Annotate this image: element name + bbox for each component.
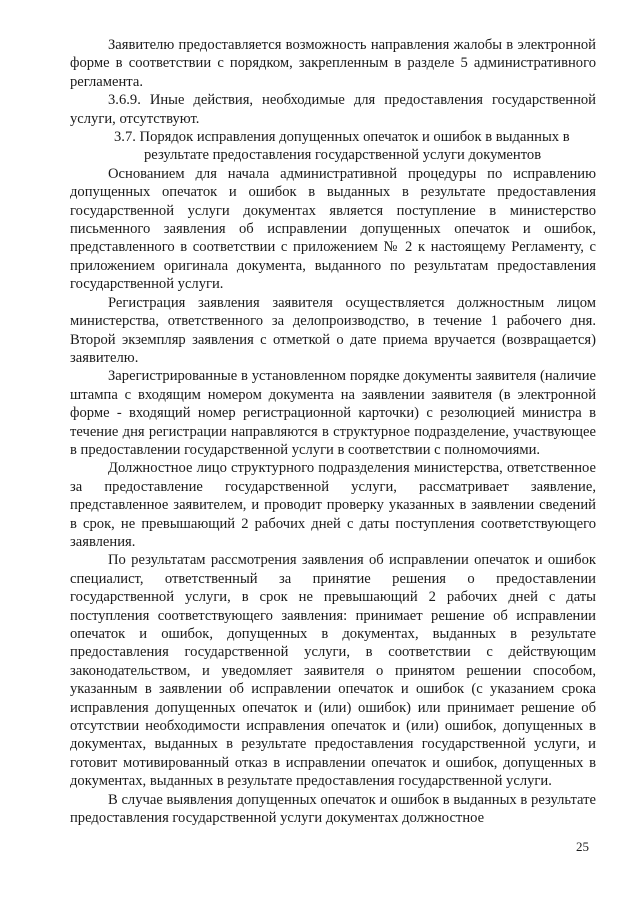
page-number: 25 — [576, 839, 589, 854]
paragraph-complaint-option: Заявителю предоставляется возможность направления жалобы в электронной форме в соответствии с порядком, закрепленным в разделе 5 административного регламента. — [70, 37, 596, 90]
section-heading-3-7 — [70, 128, 596, 165]
paragraph-basis: Основанием для начала административной процедуры по исправлению допущенных опечаток и ошибок в выданных в результате предоставления государственной услуги документах является поступление в министерство письменного заявления об исправлении допущенных опечаток и ошибок, представленного в соответствии с приложением № 2 к настоящему Регламенту, с приложением оригинала документа, выданного по результатам предоставления государственной услуги. — [70, 165, 596, 293]
paragraph-official-review: Должностное лицо структурного подразделения министерства, ответственное за предоставление государственной услуги, рассматривает заявление, представленное заявителем, и проводит проверку указанных в заявлении сведений в срок, не превышающий 2 рабочих дней с даты поступления соответствующего заявления. — [70, 460, 596, 550]
section-heading-line-1: 3.7. Порядок исправления допущенных опечаток и ошибок в выданных в — [114, 129, 570, 146]
document-page — [70, 36, 596, 827]
paragraph-3-6-9: 3.6.9. Иные действия, необходимые для предоставления государственной услуги, отсутствуют. — [70, 92, 596, 127]
paragraph-errors-detected: В случае выявления допущенных опечаток и ошибок в выданных в результате предоставления государственной услуги документах должностное — [70, 791, 596, 827]
paragraph-review-results: По результатам рассмотрения заявления об исправлении опечаток и ошибок специалист, ответственный за принятие решения о предоставлении государственной услуги, в срок не превышающий 2 рабочих дней с даты поступления соответствующего заявления: принимает решение об исправлении опечаток и ошибок, допущенных в документах, выданных в результате предоставления государственной услуги, в соответствии с действующим законодательством, и уведомляет заявителя о принятом решении способом, указанным в заявлении об исправлении опечаток и ошибок (с указанием срока исправления допущенных опечаток и (или) ошибок) или принимает решение об отсутствии необходимости исправления опечаток и (или) ошибок, допущенных в документах, выданных в результате предоставления государственной услуги, и готовит мотивированный отказ в исправлении опечаток и ошибок, допущенных в документах, выданных в результате предоставления государственной услуги. — [70, 552, 596, 790]
paragraph-registered-documents: Зарегистрированные в установленном порядке документы заявителя (наличие штампа с входящим номером документа на заявлении заявителя (в электронной форме - входящий номер регистрационной карточки) с резолюцией министра в течение дня регистрации направляются в структурное подразделение, участвующее в предоставлении государственной услуги в соответствии с полномочиями. — [70, 368, 596, 458]
paragraph-registration: Регистрация заявления заявителя осуществляется должностным лицом министерства, ответственного за делопроизводство, в течение 1 рабочего дня. Второй экземпляр заявления с отметкой о дате приема вручается (возвращается) заявителю. — [70, 294, 596, 366]
section-heading-line-2: результате предоставления государственной услуги документов — [144, 147, 542, 164]
